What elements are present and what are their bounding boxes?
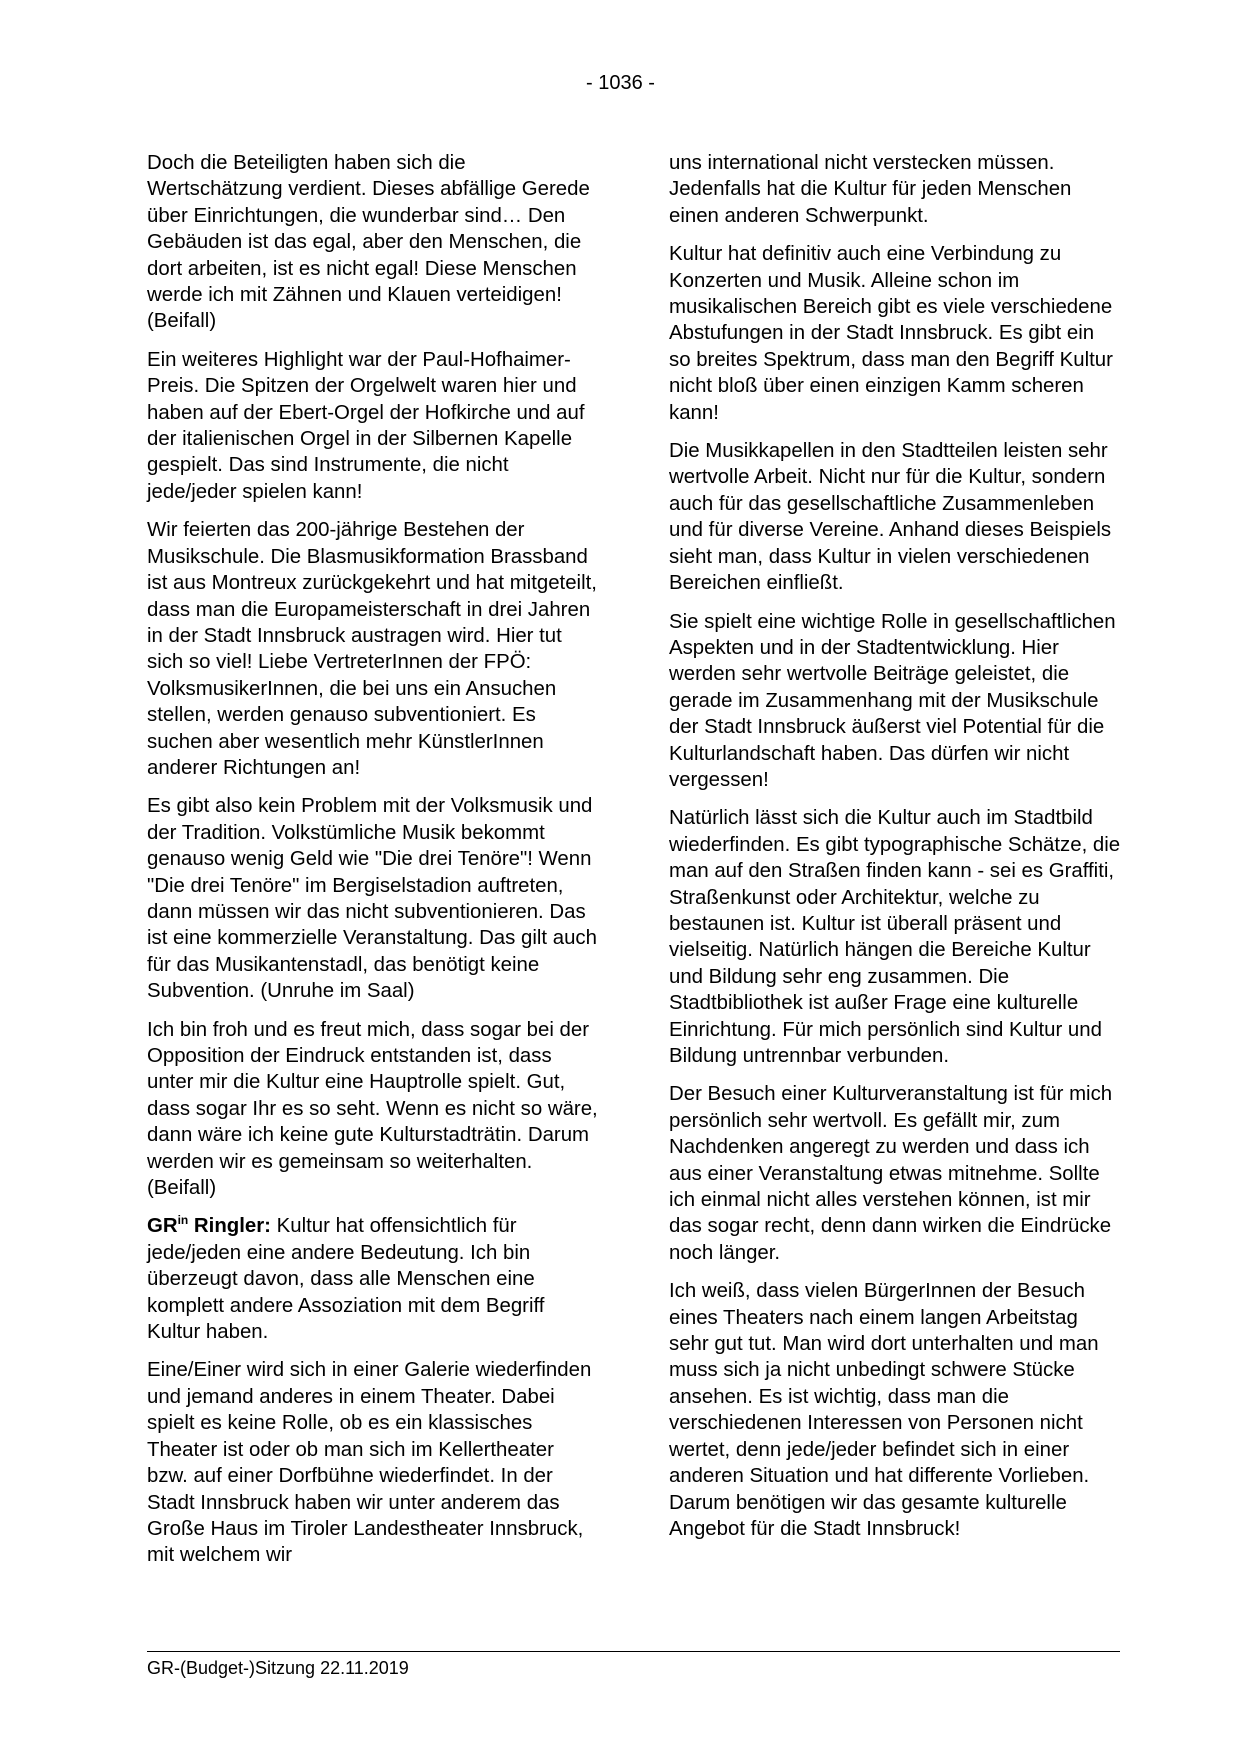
paragraph: Wir feierten das 200-jährige Bestehen der Musikschule. Die Blasmusikformation Brassband ist aus Montreux zurückgekehrt und hat mitgeteilt, dass man die Europameisterschaft in drei Jahren in der Stadt Innsbruck austragen wird. Hier tut sich so viel! Liebe VertreterInnen der FPÖ: VolksmusikerInnen, die bei uns ein Ansuchen stellen, werden genauso subventioniert. Es suchen aber wesentlich mehr KünstlerInnen anderer Richtungen an! bbox=[147, 519, 597, 779]
footer-divider bbox=[147, 1651, 1120, 1652]
paragraph: Die Musikkapellen in den Stadtteilen leisten sehr wertvolle Arbeit. Nicht nur für die Kultur, sondern auch für das gesellschaftliche Zusammenleben und für diverse Vereine. Anhand dieses Beispiels sieht man, dass Kultur in vielen verschiedenen Bereichen einfließt. bbox=[669, 440, 1112, 595]
left-column bbox=[147, 150, 599, 1581]
paragraph: Sie spielt eine wichtige Rolle in gesellschaftlichen Aspekten und in der Stadtentwicklung. Hier werden sehr wertvolle Beiträge geleistet, die gerade im Zusammenhang mit der Musikschule der Stadt Innsbruck äußerst viel Potential für die Kulturlandschaft haben. Das dürfen wir nicht vergessen! bbox=[669, 610, 1116, 791]
paragraph: Ich weiß, dass vielen BürgerInnen der Besuch eines Theaters nach einem langen Arbeitstag sehr gut tut. Man wird dort unterhalten und man muss sich ja nicht unbedingt schwere Stücke ansehen. Es ist wichtig, dass man die verschiedenen Interessen von Personen nicht wertet, denn jede/jeder befindet sich in einer anderen Situation und hat differente Vorlieben. Darum benötigen wir das gesamte kulturelle Angebot für die Stadt Innsbruck! bbox=[669, 1280, 1099, 1540]
paragraph: Ein weiteres Highlight war der Paul-Hofhaimer-Preis. Die Spitzen der Orgelwelt waren hier und haben auf der Ebert-Orgel der Hofkirche und auf der italienischen Orgel in der Silbernen Kapelle gespielt. Das sind Instrumente, die nicht jede/jeder spielen kann! bbox=[147, 348, 585, 503]
speaker-superscript: in bbox=[177, 1213, 189, 1228]
paragraph: Natürlich lässt sich die Kultur auch im Stadtbild wiederfinden. Es gibt typographische Schätze, die man auf den Straßen finden kann - sei es Graffiti, Straßenkunst oder Architektur, welche zu bestaunen ist. Kultur ist überall präsent und vielseitig. Natürlich hängen die Bereiche Kultur und Bildung sehr eng zusammen. Die Stadtbibliothek ist außer Frage eine kulturelle Einrichtung. Für mich persönlich sind Kultur und Bildung untrennbar verbunden. bbox=[669, 807, 1121, 1067]
speaker-paragraph bbox=[147, 1213, 599, 1345]
speaker-label bbox=[147, 1215, 271, 1237]
paragraph: uns international nicht verstecken müssen. Jedenfalls hat die Kultur für jeden Menschen einen anderen Schwerpunkt. bbox=[669, 152, 1072, 227]
footer-session-label: GR-(Budget-)Sitzung 22.11.2019 bbox=[147, 1658, 409, 1678]
paragraph: Doch die Beteiligten haben sich die Wertschätzung verdient. Dieses abfällige Gerede über Einrichtungen, die wunderbar sind… Den Gebäuden ist das egal, aber den Menschen, die dort arbeiten, ist es nicht egal! Diese Menschen werde ich mit Zähnen und Klauen verteidigen! (Beifall) bbox=[147, 152, 590, 333]
paragraph: Es gibt also kein Problem mit der Volksmusik und der Tradition. Volkstümliche Musik bekommt genauso wenig Geld wie "Die drei Tenöre"! Wenn "Die drei Tenöre" im Bergiselstadion auftreten, dann müssen wir das nicht subventionieren. Das ist eine kommerzielle Veranstaltung. Das gilt auch für das Musikantenstadl, das benötigt keine Subvention. (Unruhe im Saal) bbox=[147, 795, 597, 1003]
page-number: - 1036 - bbox=[586, 72, 655, 94]
speaker-text: Kultur hat offensichtlich für jede/jeden eine andere Bedeutung. Ich bin überzeugt davon, dass alle Menschen eine komplett andere Assoziation mit dem Begriff Kultur haben. bbox=[147, 1215, 545, 1344]
speaker-prefix: GR bbox=[147, 1215, 178, 1238]
paragraph: Kultur hat definitiv auch eine Verbindung zu Konzerten und Musik. Alleine schon im musikalischen Bereich gibt es viele verschiedene Abstufungen in der Stadt Innsbruck. Es gibt ein so breites Spektrum, dass man den Begriff Kultur nicht bloß über einen einzigen Kamm scheren kann! bbox=[669, 243, 1113, 424]
right-column bbox=[669, 150, 1121, 1554]
paragraph: Der Besuch einer Kulturveranstaltung ist für mich persönlich sehr wertvoll. Es gefällt mir, zum Nachdenken angeregt zu werden und dass ich aus einer Veranstaltung etwas mitnehme. Sollte ich einmal nicht alles verstehen können, ist mir das sogar recht, denn dann wirken die Eindrücke noch länger. bbox=[669, 1083, 1113, 1264]
paragraph: Eine/Einer wird sich in einer Galerie wiederfinden und jemand anderes in einem Theater. Dabei spielt es keine Rolle, ob es ein klassisches Theater ist oder ob man sich im Kellertheater bzw. auf einer Dorfbühne wiederfindet. In der Stadt Innsbruck haben wir unter anderem das Große Haus im Tiroler Landestheater Innsbruck, mit welchem wir bbox=[147, 1359, 592, 1567]
speaker-name: Ringler: bbox=[188, 1215, 271, 1238]
paragraph: Ich bin froh und es freut mich, dass sogar bei der Opposition der Eindruck entstanden ist, dass unter mir die Kultur eine Hauptrolle spielt. Gut, dass sogar Ihr es so seht. Wenn es nicht so wäre, dann wäre ich keine gute Kulturstadträtin. Darum werden wir es gemeinsam so weiterhalten. (Beifall) bbox=[147, 1018, 598, 1200]
